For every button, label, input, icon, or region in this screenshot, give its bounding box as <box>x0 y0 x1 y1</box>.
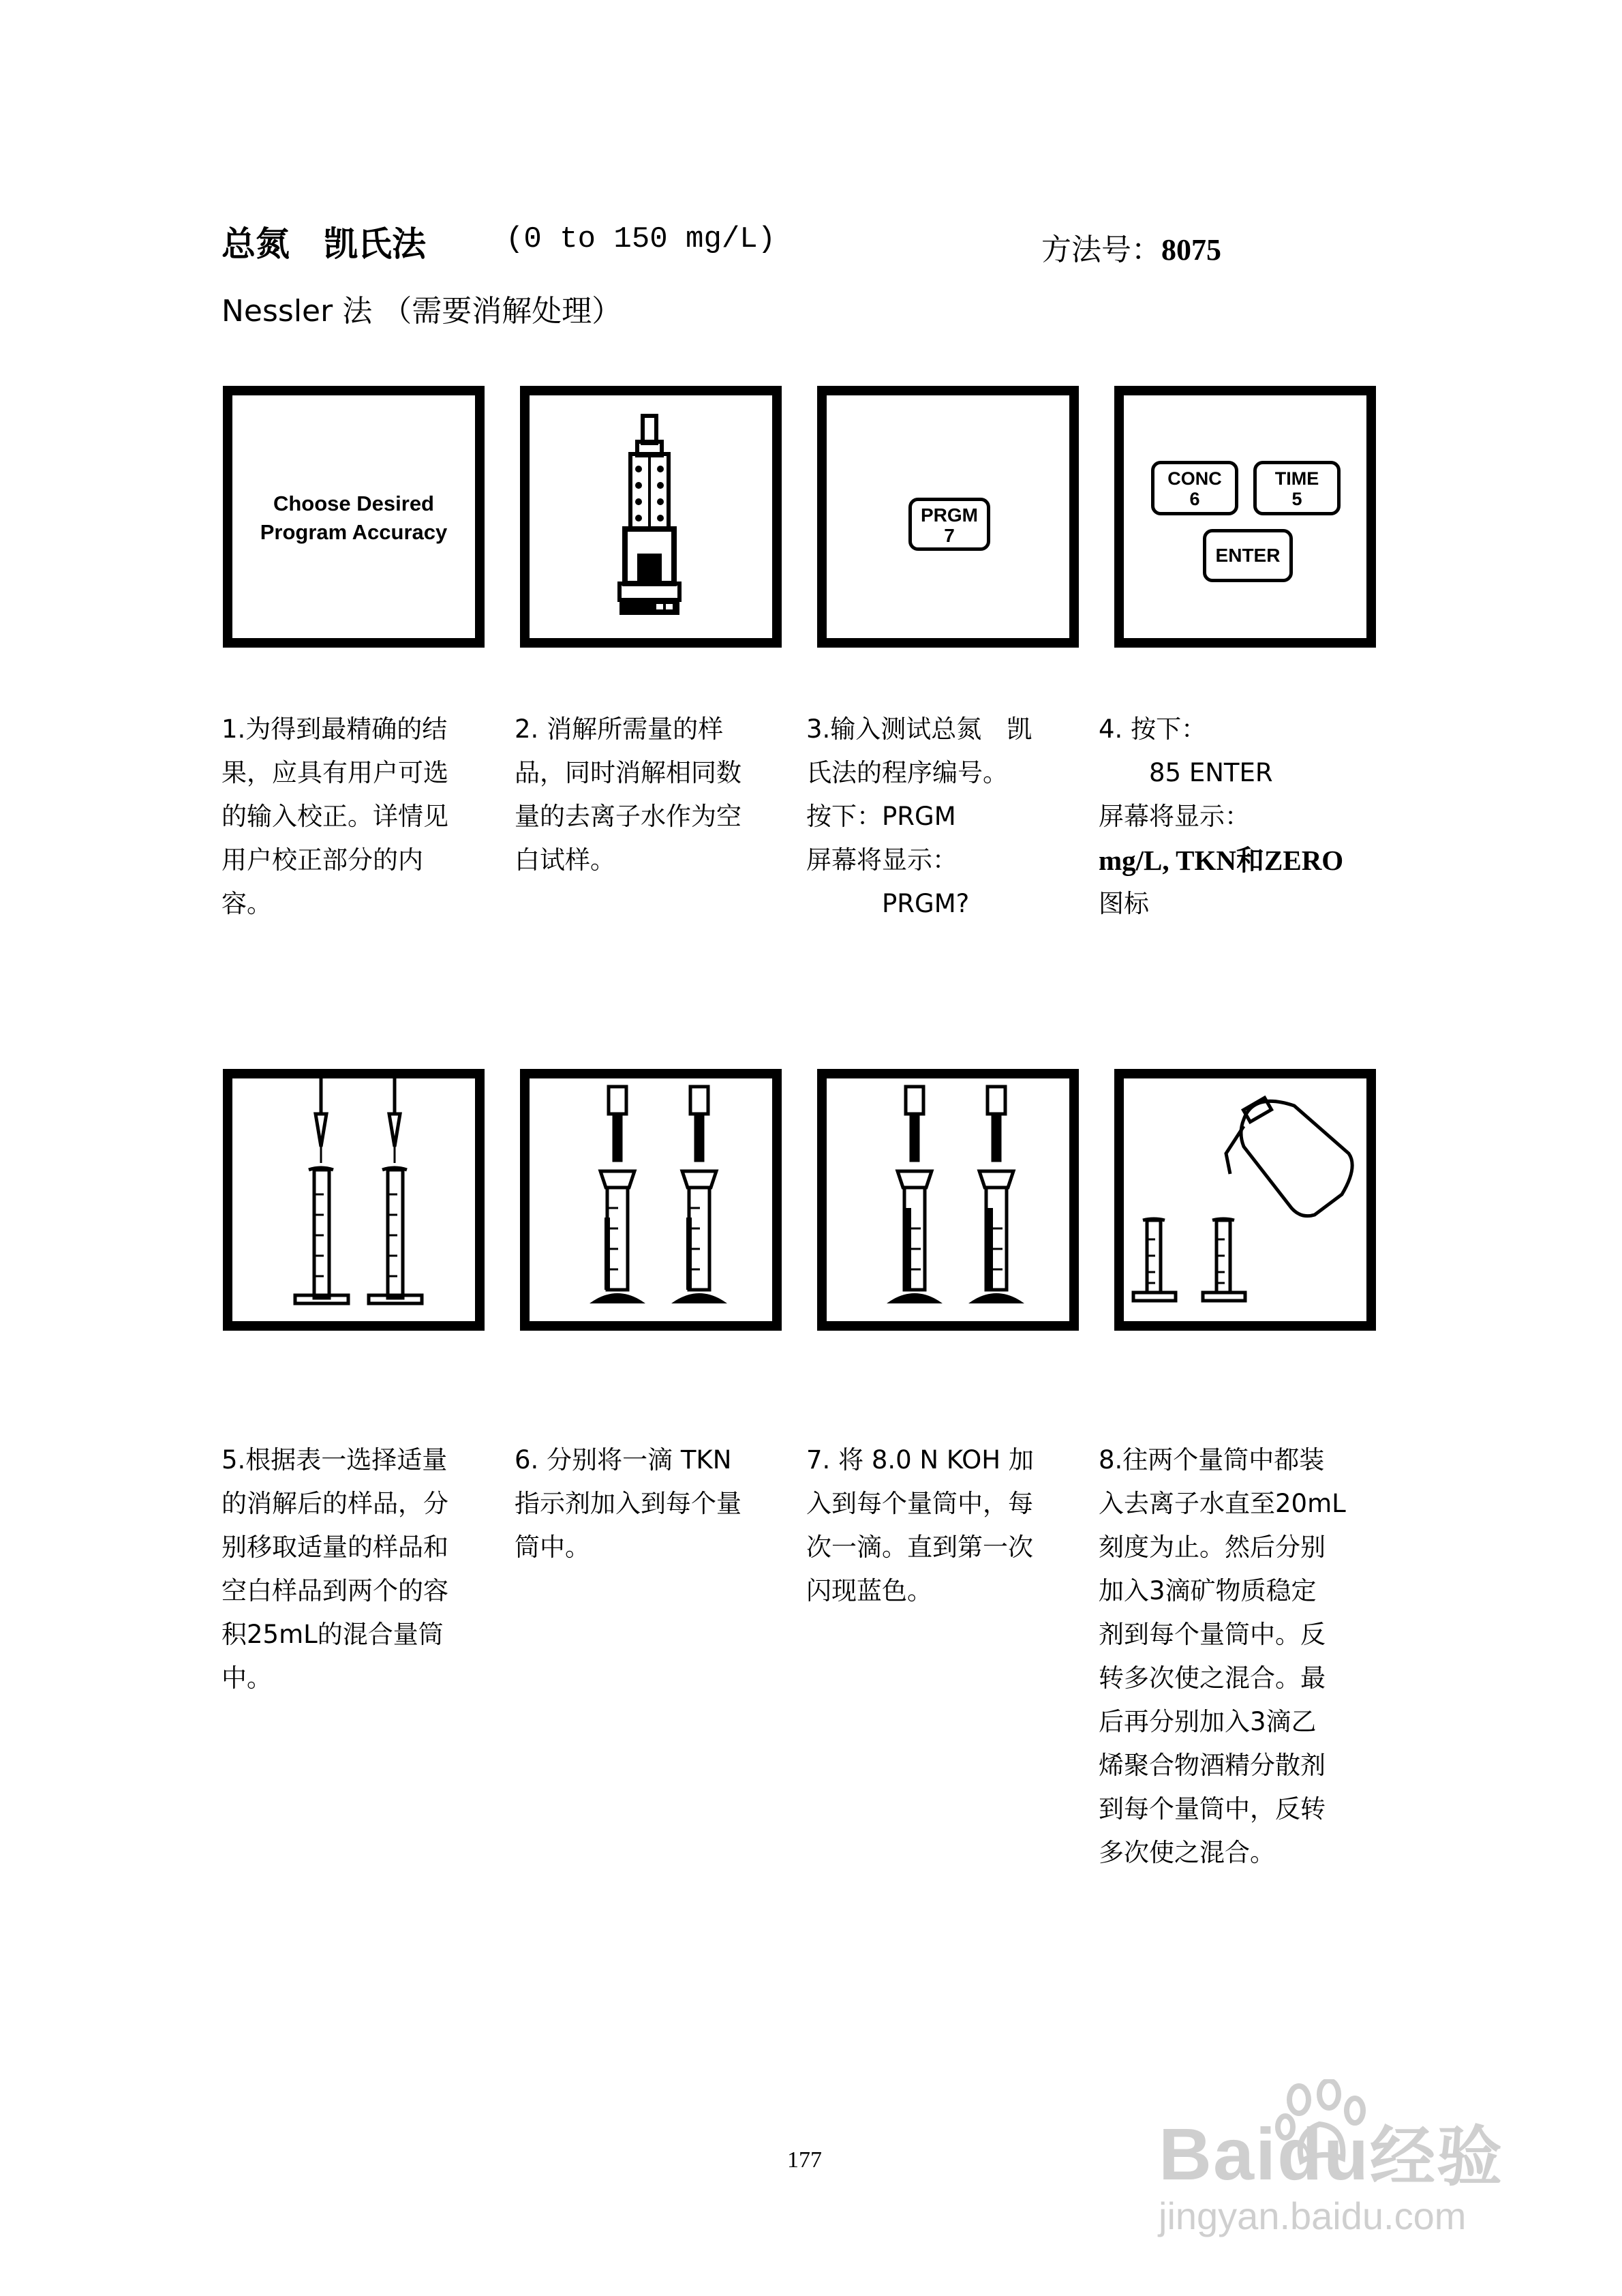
conc-key-number: 6 <box>1189 489 1200 509</box>
step-1-line: 容。 <box>221 889 272 918</box>
pipette-cylinders-icon <box>232 1078 475 1321</box>
method-number <box>1041 225 1221 269</box>
watermark-brand-part2: du <box>1277 2113 1371 2195</box>
prgm-key-number: 7 <box>944 525 955 546</box>
step-8-line: 8.往两个量筒中都装 <box>1099 1445 1325 1475</box>
step-8-line: 转多次使之混合。最 <box>1099 1663 1326 1693</box>
step-7-line: 7. 将 8.0 N KOH 加 <box>806 1445 1034 1475</box>
step-5 <box>221 1438 494 1700</box>
step-1-line: 的输入校正。详情见 <box>221 802 448 831</box>
conc-key <box>1151 461 1238 515</box>
time-key-number: 5 <box>1291 489 1302 509</box>
measurement-range: (0 to 150 mg/L) <box>506 222 776 256</box>
panel-add-indicator <box>520 1069 782 1331</box>
step-8-line: 到每个量筒中，反转 <box>1099 1794 1326 1824</box>
step-8-line: 剂到每个量筒中。反 <box>1099 1620 1326 1649</box>
step-1 <box>221 708 494 926</box>
method-value: 8075 <box>1161 233 1221 267</box>
step-7-line: 次一滴。直到第一次 <box>806 1532 1033 1562</box>
watermark-url: jingyan.baidu.com <box>1159 2194 1467 2237</box>
step-7-line: 入到每个量筒中，每 <box>806 1489 1033 1518</box>
step-8-line: 烯聚合物酒精分散剂 <box>1099 1751 1326 1780</box>
step-8-line: 加入3滴矿物质稳定 <box>1099 1576 1317 1605</box>
enter-key-label: ENTER <box>1215 545 1281 566</box>
panel-text-line1: Choose Desired <box>273 492 434 515</box>
step-8-line: 入去离子水直至20mL <box>1099 1489 1346 1518</box>
prgm-key-label: PRGM <box>921 504 978 526</box>
step-1-line: 果，应具有用户可选 <box>221 758 448 787</box>
step-4 <box>1099 708 1385 926</box>
step-6-line: 指示剂加入到每个量 <box>515 1489 741 1518</box>
step-8-line: 多次使之混合。 <box>1099 1838 1275 1867</box>
prgm-key <box>908 498 990 551</box>
panel-keypad <box>1114 386 1376 648</box>
step-2-line: 2. 消解所需量的样 <box>515 714 724 744</box>
step-2 <box>515 708 787 882</box>
time-key-label: TIME <box>1274 468 1319 489</box>
step-8-line: 刻度为止。然后分别 <box>1099 1532 1326 1562</box>
time-key <box>1253 461 1341 515</box>
step-5-line: 的消解后的样品，分 <box>221 1489 448 1518</box>
step-4-line: 屏幕将显示： <box>1099 802 1250 831</box>
step-6-line: 筒中。 <box>515 1532 590 1562</box>
step-3-line: PRGM? <box>806 889 970 918</box>
step-7 <box>806 1438 1092 1613</box>
step-1-line: 用户校正部分的内 <box>221 845 423 875</box>
step-3-line: 按下：PRGM <box>806 802 956 831</box>
step-1-line: 1.为得到最精确的结 <box>221 714 448 744</box>
step-8-line: 后再分别加入3滴乙 <box>1099 1707 1317 1736</box>
method-label: 方法号： <box>1041 232 1161 267</box>
step-3-line: 3.输入测试总氮 凯 <box>806 714 1032 744</box>
panel-add-koh <box>817 1069 1079 1331</box>
dropper-cylinders-icon <box>530 1078 772 1321</box>
step-3 <box>806 708 1092 926</box>
step-6 <box>515 1438 787 1569</box>
step-2-line: 白试样。 <box>515 845 615 875</box>
watermark-brand <box>1159 2105 1503 2199</box>
watermark-brand-part1: Bai <box>1159 2113 1278 2195</box>
panel-digestion-apparatus <box>520 386 782 648</box>
enter-key <box>1203 529 1293 582</box>
step-7-line: 闪现蓝色。 <box>806 1576 932 1605</box>
page-title: 总氮 凯氏法 <box>221 224 426 264</box>
panel-add-water <box>1114 1069 1376 1331</box>
step-4-line: 4. 按下： <box>1099 714 1207 744</box>
step-5-line: 别移取适量的样品和 <box>221 1532 448 1562</box>
step-8 <box>1099 1438 1385 1875</box>
step-3-line: 氏法的程序编号。 <box>806 758 1008 787</box>
panel-pipette-to-cylinders <box>223 1069 485 1331</box>
step-2-line: 量的去离子水作为空 <box>515 802 741 831</box>
wash-bottle-cylinders-icon <box>1124 1078 1366 1321</box>
watermark-brand-cn: 经验 <box>1370 2119 1504 2195</box>
step-4-line: mg/L, TKN和ZERO <box>1099 845 1344 876</box>
conc-key-label: CONC <box>1167 468 1222 489</box>
page-number: 177 <box>787 2147 822 2173</box>
step-3-line: 屏幕将显示： <box>806 845 958 875</box>
step-5-line: 中。 <box>221 1663 272 1693</box>
step-4-line: 图标 <box>1099 889 1149 918</box>
panel-text-line2: Program Accuracy <box>260 520 448 544</box>
step-5-line: 积25mL的混合量筒 <box>221 1620 444 1649</box>
step-6-line: 6. 分别将一滴 TKN <box>515 1445 732 1475</box>
step-5-line: 空白样品到两个的容 <box>221 1576 448 1605</box>
step-2-line: 品，同时消解相同数 <box>515 758 741 787</box>
page-subtitle: Nessler 法 （需要消解处理） <box>221 294 622 329</box>
panel-prgm-key <box>817 386 1079 648</box>
panel-choose-accuracy <box>223 386 485 648</box>
digestion-apparatus-icon <box>530 395 772 638</box>
step-4-line: 85 ENTER <box>1099 758 1273 787</box>
step-5-line: 5.根据表一选择适量 <box>221 1445 448 1475</box>
dropper-cylinders-koh-icon <box>827 1078 1069 1321</box>
